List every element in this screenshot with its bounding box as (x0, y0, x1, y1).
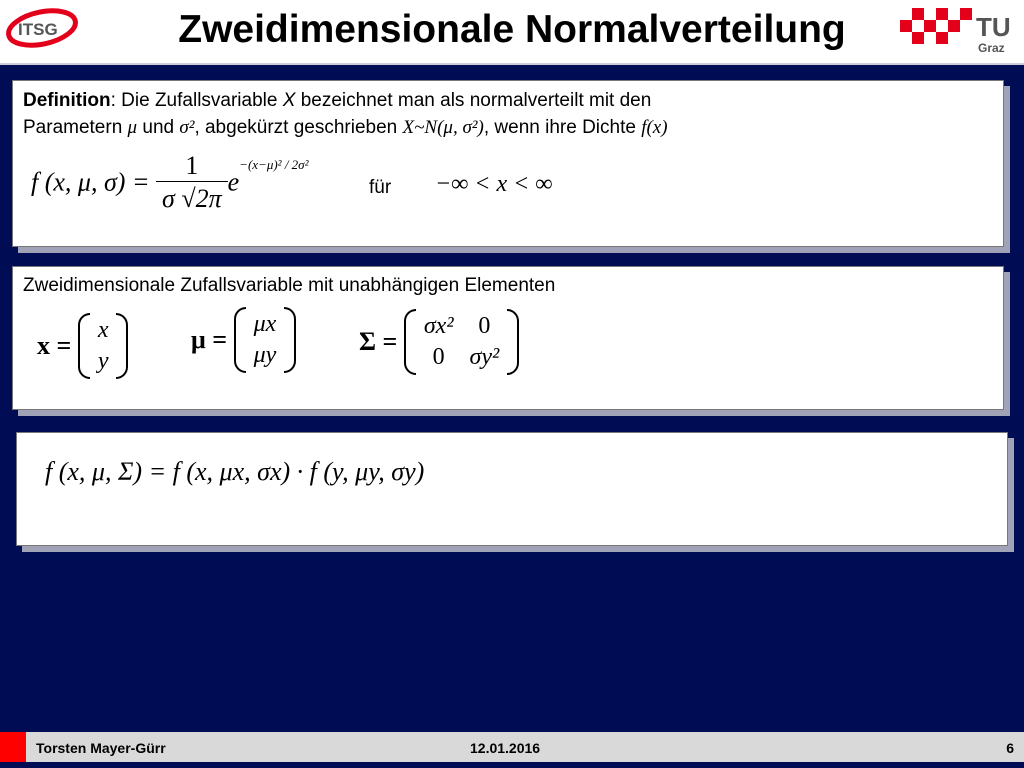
svg-text:TU: TU (976, 12, 1011, 42)
factorization-box (16, 432, 1008, 546)
mu-vector-lhs: μ = (191, 325, 228, 354)
definition-box (12, 80, 1004, 247)
matrix-cell: μx (253, 311, 277, 337)
factorization-formula: f (x, μ, Σ) = f (x, μx, σx) · f (y, μy, σy) (45, 457, 425, 486)
sigma-matrix-body (404, 311, 519, 373)
slide-header (0, 0, 1024, 65)
density-notation: f(x) (641, 117, 668, 138)
bivariate-box (12, 266, 1004, 410)
fraction-denominator: σ √2π (156, 181, 228, 214)
definition-text-part: , abgekürzt geschrieben (194, 117, 403, 138)
mu-symbol: μ (127, 117, 138, 138)
definition-label: Definition (23, 90, 111, 111)
footer-author: Torsten Mayer-Gürr (36, 740, 166, 756)
definition-text-part: bezeichnet man als normalverteilt mit den (295, 90, 652, 111)
range-condition: −∞ < x < ∞ (435, 171, 553, 197)
x-vector-lhs: x = (37, 331, 72, 360)
footer-date: 12.01.2016 (470, 740, 541, 756)
tu-graz-logo (898, 6, 1018, 56)
matrix-cell: 0 (478, 313, 491, 339)
page-title: Zweidimensionale Normalverteilung (178, 8, 846, 51)
svg-text:Graz: Graz (978, 41, 1005, 55)
definition-text-part: , wenn ihre Dichte (483, 117, 642, 138)
definition-text-part: und (137, 117, 180, 138)
matrix-cell: μy (253, 342, 277, 368)
distribution-notation: X~N(μ, σ²) (402, 117, 484, 138)
slide-footer (0, 732, 1024, 762)
bivariate-heading: Zweidimensionale Zufallsvariable mit unabhängigen Elementen (23, 275, 556, 296)
definition-text (23, 87, 668, 141)
exp-base: e (227, 167, 240, 197)
mu-vector (191, 309, 296, 371)
x-vector-matrix (78, 315, 129, 377)
sigma-matrix-lhs: Σ = (359, 327, 398, 356)
matrix-cell: σx² (423, 313, 454, 339)
sigma-squared: σ² (179, 117, 195, 138)
variable-x: X (282, 90, 296, 111)
density-formula (31, 151, 309, 214)
exp-exponent: −(x−μ)² / 2σ² (239, 156, 309, 172)
formula-lhs: f (x, μ, σ) = (31, 167, 150, 197)
formula-fraction (156, 151, 228, 214)
sigma-matrix (359, 311, 519, 373)
mu-vector-matrix (234, 309, 297, 371)
fuer-label: für (369, 177, 392, 198)
footer-accent (0, 732, 26, 762)
x-vector (37, 315, 128, 377)
definition-text-part: Parametern (23, 117, 128, 138)
fraction-numerator: 1 (185, 151, 199, 180)
matrix-cell: y (97, 348, 109, 374)
page-number: 6 (1006, 740, 1014, 756)
matrix-cell: 0 (432, 344, 445, 370)
matrix-cell: x (97, 317, 109, 343)
svg-text:ITSG: ITSG (18, 20, 58, 39)
matrix-cell: σy² (469, 344, 500, 370)
definition-text-part: : Die Zufallsvariable (110, 90, 283, 111)
